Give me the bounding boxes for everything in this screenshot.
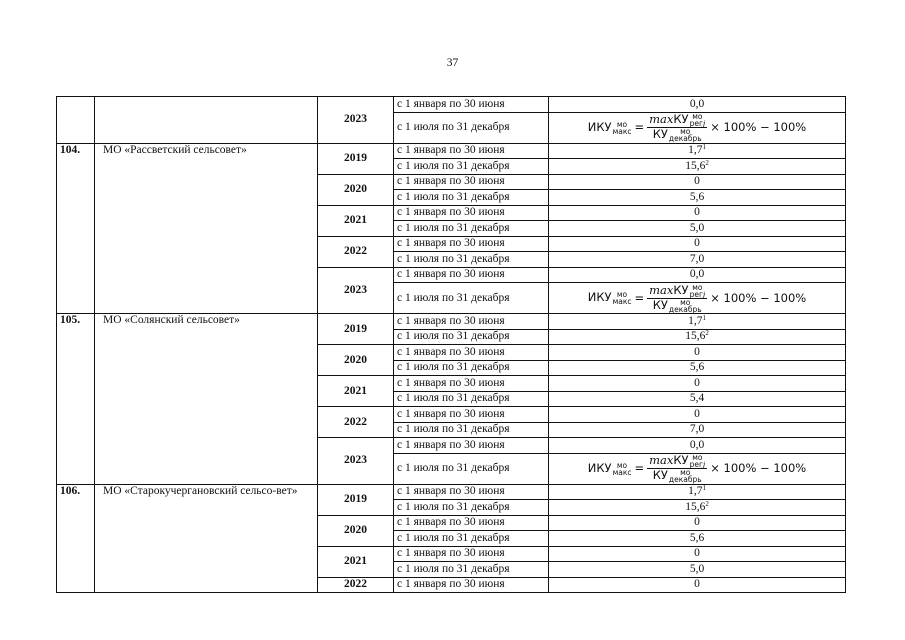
value-text: 5,0 — [689, 562, 705, 575]
period-cell: с 1 января по 30 июня — [394, 376, 549, 392]
municipality-name: МО «Солянский сельсовет» — [95, 314, 318, 485]
value-cell — [549, 376, 846, 392]
formula-max: max — [649, 112, 674, 126]
year-cell: 2021 — [318, 376, 394, 407]
value-text: 0 — [694, 407, 700, 420]
value-text: 0,0 — [689, 268, 705, 281]
formula-den-sub: декабрь — [668, 304, 702, 314]
table-body — [57, 97, 846, 593]
value-cell — [549, 267, 846, 283]
period-cell: с 1 июля по 31 декабря — [394, 562, 549, 578]
year-cell: 2019 — [318, 314, 394, 345]
value-cell — [549, 143, 846, 159]
period-cell: с 1 января по 30 июня — [394, 314, 549, 330]
period-cell: с 1 января по 30 июня — [394, 143, 549, 159]
value-cell — [549, 407, 846, 423]
period-cell: с 1 июля по 31 декабря — [394, 329, 549, 345]
formula-num-j: j — [702, 460, 706, 469]
period-cell: с 1 января по 30 июня — [394, 97, 549, 113]
value-text: 1,7 — [688, 144, 703, 157]
value-text: 0,0 — [689, 97, 705, 110]
period-cell: с 1 января по 30 июня — [394, 546, 549, 562]
period-cell: с 1 января по 30 июня — [394, 267, 549, 283]
row-number: 104. — [57, 143, 95, 314]
period-cell: с 1 января по 30 июня — [394, 236, 549, 252]
value-cell — [549, 562, 846, 578]
value-text: 7,0 — [689, 423, 705, 436]
value-cell — [549, 500, 846, 516]
value-cell — [549, 546, 846, 562]
year-cell: 2022 — [318, 407, 394, 438]
formula-num-sub: рег — [689, 289, 703, 299]
period-cell: с 1 июля по 31 декабря — [394, 283, 549, 314]
tariff-index-table — [56, 96, 846, 593]
formula-iku: ИКУ — [587, 119, 612, 134]
formula-num-sub: рег — [689, 119, 703, 128]
formula-iku-sub: макс — [612, 297, 632, 306]
value-text: 7,0 — [689, 252, 705, 265]
value-text: 1,7 — [688, 314, 703, 327]
value-cell — [549, 329, 846, 345]
value-cell — [549, 283, 846, 314]
value-cell — [549, 360, 846, 376]
period-cell: с 1 января по 30 июня — [394, 407, 549, 423]
value-cell — [549, 438, 846, 454]
formula-den-sup: мо — [680, 468, 691, 477]
formula-ku-num: КУ — [673, 453, 689, 467]
value-text: 15,6 — [685, 159, 706, 172]
period-cell: с 1 января по 30 июня — [394, 438, 549, 454]
footnote-mark: 2 — [705, 499, 709, 508]
period-cell: с 1 июля по 31 декабря — [394, 422, 549, 438]
year-cell: 2023 — [318, 267, 394, 314]
period-cell: с 1 июля по 31 декабря — [394, 360, 549, 376]
value-cell — [549, 422, 846, 438]
formula-fraction — [647, 284, 707, 313]
period-cell: с 1 июля по 31 декабря — [394, 453, 549, 484]
value-text: 0,0 — [689, 438, 705, 451]
value-text: 0 — [694, 345, 700, 358]
municipality-name: МО «Старокучергановский сельсо-вет» — [95, 484, 318, 593]
formula-den-sub: декабрь — [668, 475, 702, 484]
formula-ku-den: КУ — [652, 468, 668, 482]
iku-max-formula — [588, 113, 806, 142]
formula-fraction — [647, 113, 707, 142]
value-text: 5,4 — [689, 392, 705, 405]
row-number — [57, 97, 95, 144]
formula-iku-sub: макс — [612, 467, 632, 477]
row-number: 106. — [57, 484, 95, 593]
value-cell — [549, 453, 846, 484]
value-cell — [549, 515, 846, 531]
value-cell — [549, 314, 846, 330]
period-cell: с 1 января по 30 июня — [394, 205, 549, 221]
value-cell — [549, 190, 846, 206]
table-row — [57, 143, 846, 159]
value-text: 0 — [694, 578, 700, 591]
formula-den-sub: декабрь — [668, 134, 702, 143]
value-cell — [549, 97, 846, 113]
year-cell: 2021 — [318, 205, 394, 236]
formula-max: max — [649, 453, 674, 467]
period-cell: с 1 января по 30 июня — [394, 484, 549, 500]
footnote-mark: 1 — [702, 143, 706, 152]
formula-tail: × 100% − 100% — [710, 120, 807, 134]
municipality-name: МО «Рассветский сельсовет» — [95, 143, 318, 314]
footnote-mark: 1 — [702, 313, 706, 322]
value-cell — [549, 345, 846, 361]
value-cell — [549, 577, 846, 593]
value-cell — [549, 112, 846, 143]
value-text: 0 — [694, 237, 700, 250]
formula-ku-num: КУ — [673, 112, 689, 126]
footnote-mark: 2 — [705, 329, 709, 338]
row-number: 105. — [57, 314, 95, 485]
formula-eq: = — [634, 461, 645, 475]
year-cell: 2020 — [318, 345, 394, 376]
footnote-mark: 2 — [705, 158, 709, 167]
year-cell: 2020 — [318, 515, 394, 546]
formula-eq: = — [634, 120, 645, 134]
period-cell: с 1 июля по 31 декабря — [394, 159, 549, 175]
value-text: 0 — [694, 516, 700, 529]
value-cell — [549, 205, 846, 221]
period-cell: с 1 июля по 31 декабря — [394, 221, 549, 237]
year-cell: 2022 — [318, 577, 394, 593]
table-row — [57, 484, 846, 500]
page-number: 37 — [446, 57, 459, 69]
period-cell: с 1 января по 30 июня — [394, 174, 549, 190]
year-cell: 2019 — [318, 143, 394, 174]
value-text: 0 — [694, 206, 700, 219]
period-cell: с 1 июля по 31 декабря — [394, 252, 549, 268]
formula-tail: × 100% − 100% — [710, 290, 807, 305]
year-cell: 2019 — [318, 484, 394, 515]
table-row — [57, 314, 846, 330]
value-cell — [549, 252, 846, 268]
formula-iku-sup: мо — [616, 119, 628, 129]
year-cell: 2021 — [318, 546, 394, 577]
formula-num-j: j — [702, 119, 706, 128]
formula-iku-sup: мо — [616, 290, 628, 299]
formula-iku-sup: мо — [616, 460, 628, 470]
table-row — [57, 97, 846, 113]
year-cell: 2022 — [318, 236, 394, 267]
formula-iku: ИКУ — [587, 290, 612, 304]
formula-num-sup: мо — [692, 112, 703, 121]
period-cell: с 1 июля по 31 декабря — [394, 190, 549, 206]
value-text: 0 — [694, 376, 700, 389]
municipality-name — [95, 97, 318, 144]
year-cell: 2023 — [318, 438, 394, 485]
value-text: 1,7 — [688, 485, 703, 498]
iku-max-formula — [588, 454, 806, 483]
formula-tail: × 100% − 100% — [710, 461, 807, 475]
value-text: 15,6 — [685, 330, 706, 343]
formula-fraction — [647, 454, 707, 483]
value-text: 15,6 — [685, 500, 706, 513]
value-text: 5,0 — [689, 221, 705, 234]
value-cell — [549, 174, 846, 190]
value-text: 5,6 — [689, 531, 705, 544]
value-cell — [549, 484, 846, 500]
formula-num-sub: рег — [689, 460, 703, 469]
formula-eq: = — [634, 290, 645, 305]
formula-max: max — [649, 282, 674, 297]
formula-iku-sub: макс — [612, 126, 632, 136]
formula-ku-den: КУ — [652, 297, 668, 312]
value-cell — [549, 159, 846, 175]
formula-ku-den: КУ — [652, 127, 668, 141]
value-text: 5,6 — [689, 361, 705, 374]
formula-num-sup: мо — [692, 282, 703, 292]
formula-den-sup: мо — [680, 297, 691, 307]
value-cell — [549, 221, 846, 237]
period-cell: с 1 июля по 31 декабря — [394, 112, 549, 143]
footnote-mark: 1 — [702, 484, 706, 493]
value-cell — [549, 531, 846, 547]
value-text: 0 — [694, 547, 700, 560]
value-text: 0 — [694, 175, 700, 188]
value-cell — [549, 236, 846, 252]
value-text: 5,6 — [689, 190, 705, 203]
period-cell: с 1 января по 30 июня — [394, 345, 549, 361]
period-cell: с 1 января по 30 июня — [394, 515, 549, 531]
period-cell: с 1 июля по 31 декабря — [394, 500, 549, 516]
formula-iku: ИКУ — [587, 460, 612, 475]
formula-num-sup: мо — [692, 453, 703, 462]
formula-num-j: j — [702, 289, 706, 299]
formula-den-sup: мо — [680, 127, 691, 136]
value-cell — [549, 391, 846, 407]
formula-ku-num: КУ — [673, 282, 689, 297]
year-cell: 2023 — [318, 97, 394, 144]
year-cell: 2020 — [318, 174, 394, 205]
period-cell: с 1 января по 30 июня — [394, 577, 549, 593]
period-cell: с 1 июля по 31 декабря — [394, 391, 549, 407]
period-cell: с 1 июля по 31 декабря — [394, 531, 549, 547]
iku-max-formula — [588, 284, 806, 313]
